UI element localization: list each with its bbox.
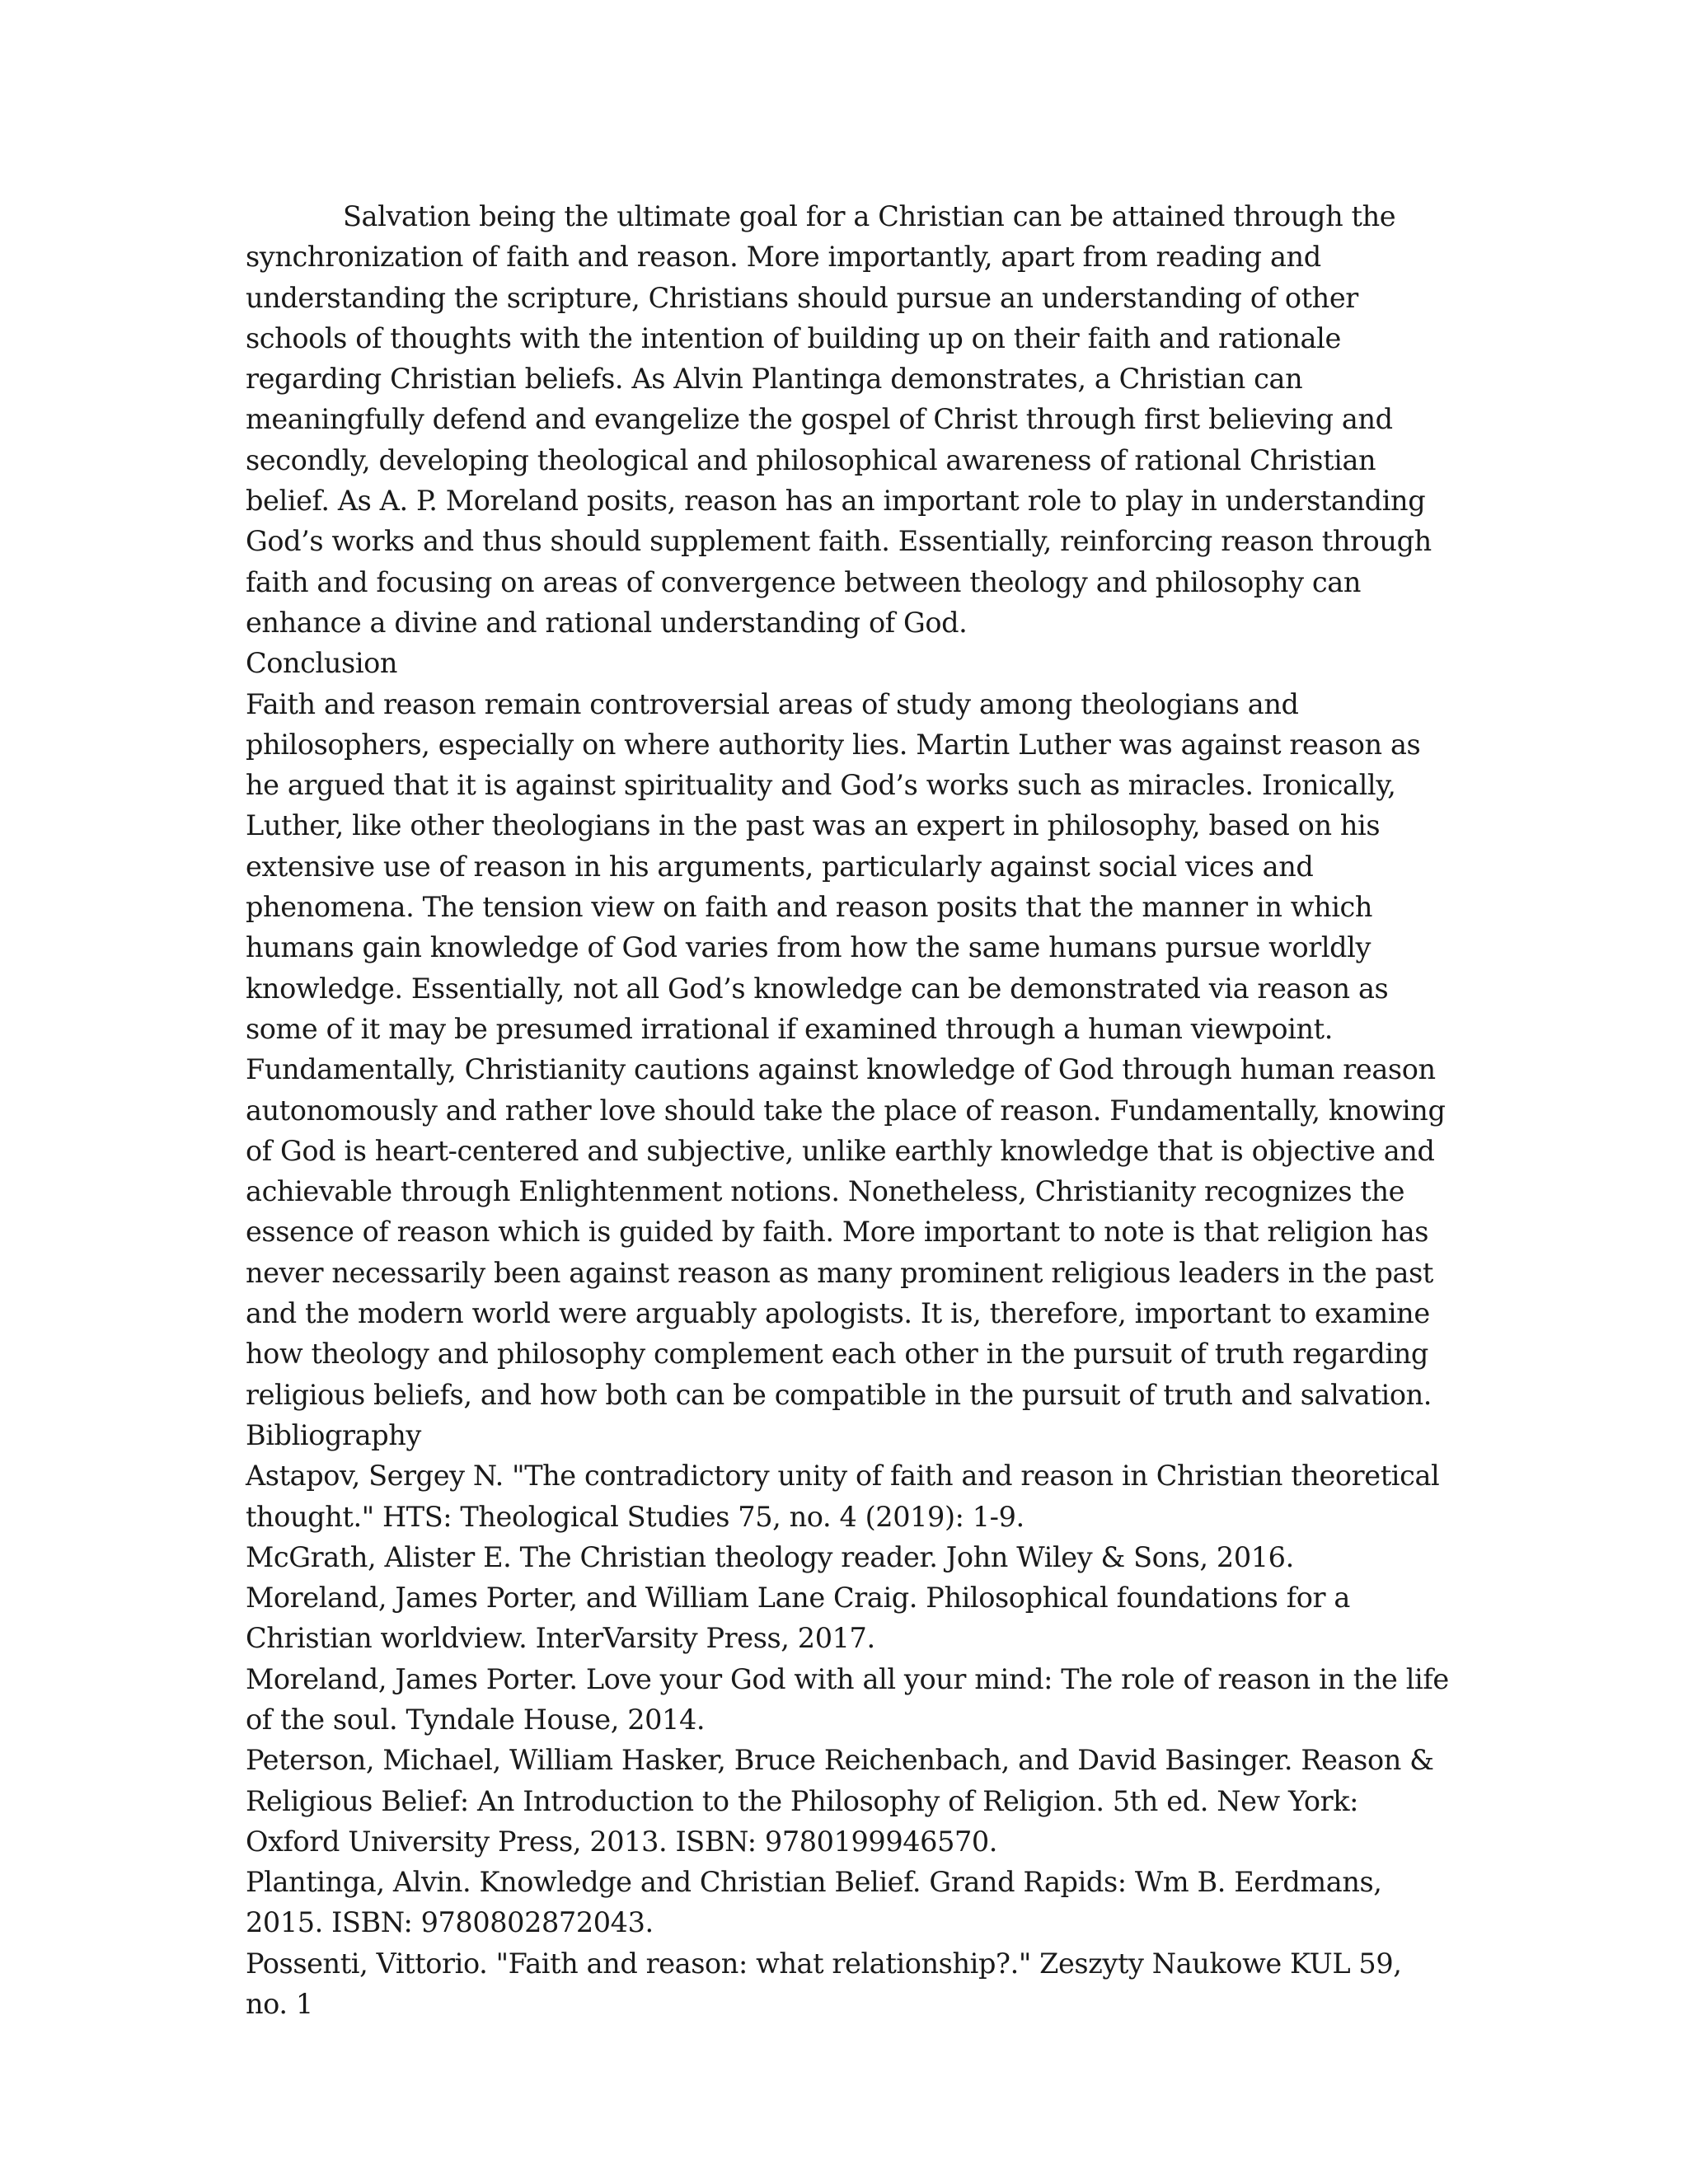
intro-paragraph: Salvation being the ultimate goal for a Christian can be attained through the synchronization of faith and reason. More importantly, apart from reading and understanding the scripture, Christians should pursue an understanding of other schools of thoughts with the intention of building up on their faith and rationale regarding Christian beliefs. As Alvin Plantinga demonstrates, a Christian can meaningfully defend and evangelize the gospel of Christ through first believing and secondly, developing theological and philosophical awareness of rational Christian belief. As A. P. Moreland posits, reason has an important role to play in understanding God’s works and thus should supplement faith. Essentially, reinforcing reason through faith and focusing on areas of convergence between theology and philosophy can enhance a divine and rational understanding of God.	[246, 200, 1432, 639]
bibliography-entry: Possenti, Vittorio. "Faith and reason: what relationship?." Zeszyty Naukowe KUL 59, no. 1	[246, 1947, 1402, 2021]
conclusion-paragraph: Faith and reason remain controversial areas of study among theologians and philosophers, especially on where authority lies. Martin Luther was against reason as he argued that it is against spirituality and God’s works such as miracles. Ironically, Luther, like other theologians in the past was an expert in philosophy, based on his extensive use of reason in his arguments, particularly against social vices and phenomena. The tension view on faith and reason posits that the manner in which humans gain knowledge of God varies from how the same humans pursue worldly knowledge. Essentially, not all God’s knowledge can be demonstrated via reason as some of it may be presumed irrational if examined through a human viewpoint. Fundamentally, Christianity cautions against knowledge of God through human reason autonomously and rather love should take the place of reason. Fundamentally, knowing of God is heart-centered and subjective, unlike earthly knowledge that is objective and achievable through Enlightenment notions. Nonetheless, Christianity recognizes the essence of reason which is guided by faith. More important to note is that religion has never necessarily been against reason as many prominent religious leaders in the past and the modern world were arguably apologists. It is, therefore, important to examine how theology and philosophy complement each other in the pursuit of truth regarding religious beliefs, and how both can be compatible in the pursuit of truth and salvation.	[246, 687, 1446, 1411]
bibliography-entry: Astapov, Sergey N. "The contradictory unity of faith and reason in Christian theoretical thought." HTS: Theological Studies 75, no. 4 (2019): 1-9.	[246, 1460, 1440, 1533]
bibliography-heading: Bibliography	[246, 1418, 421, 1451]
bibliography-entry: Peterson, Michael, William Hasker, Bruce Reichenbach, and David Basinger. Reason & Religious Belief: An Introduction to the Philosophy of Religion. 5th ed. New York: Oxford University Press, 2013. ISBN: 9780199946570.	[246, 1744, 1434, 1858]
bibliography-entry: Moreland, James Porter. Love your God with all your mind: The role of reason in the life of the soul. Tyndale House, 2014.	[246, 1662, 1449, 1736]
bibliography-entry: Plantinga, Alvin. Knowledge and Christian Belief. Grand Rapids: Wm B. Eerdmans, 2015. ISBN: 9780802872043.	[246, 1866, 1382, 1939]
document-page	[246, 196, 1449, 2024]
bibliography-list	[246, 1455, 1449, 2024]
bibliography-entry: McGrath, Alister E. The Christian theology reader. John Wiley & Sons, 2016.	[246, 1540, 1294, 1573]
bibliography-entry: Moreland, James Porter, and William Lane Craig. Philosophical foundations for a Christian worldview. InterVarsity Press, 2017.	[246, 1582, 1350, 1655]
conclusion-heading: Conclusion	[246, 647, 398, 680]
